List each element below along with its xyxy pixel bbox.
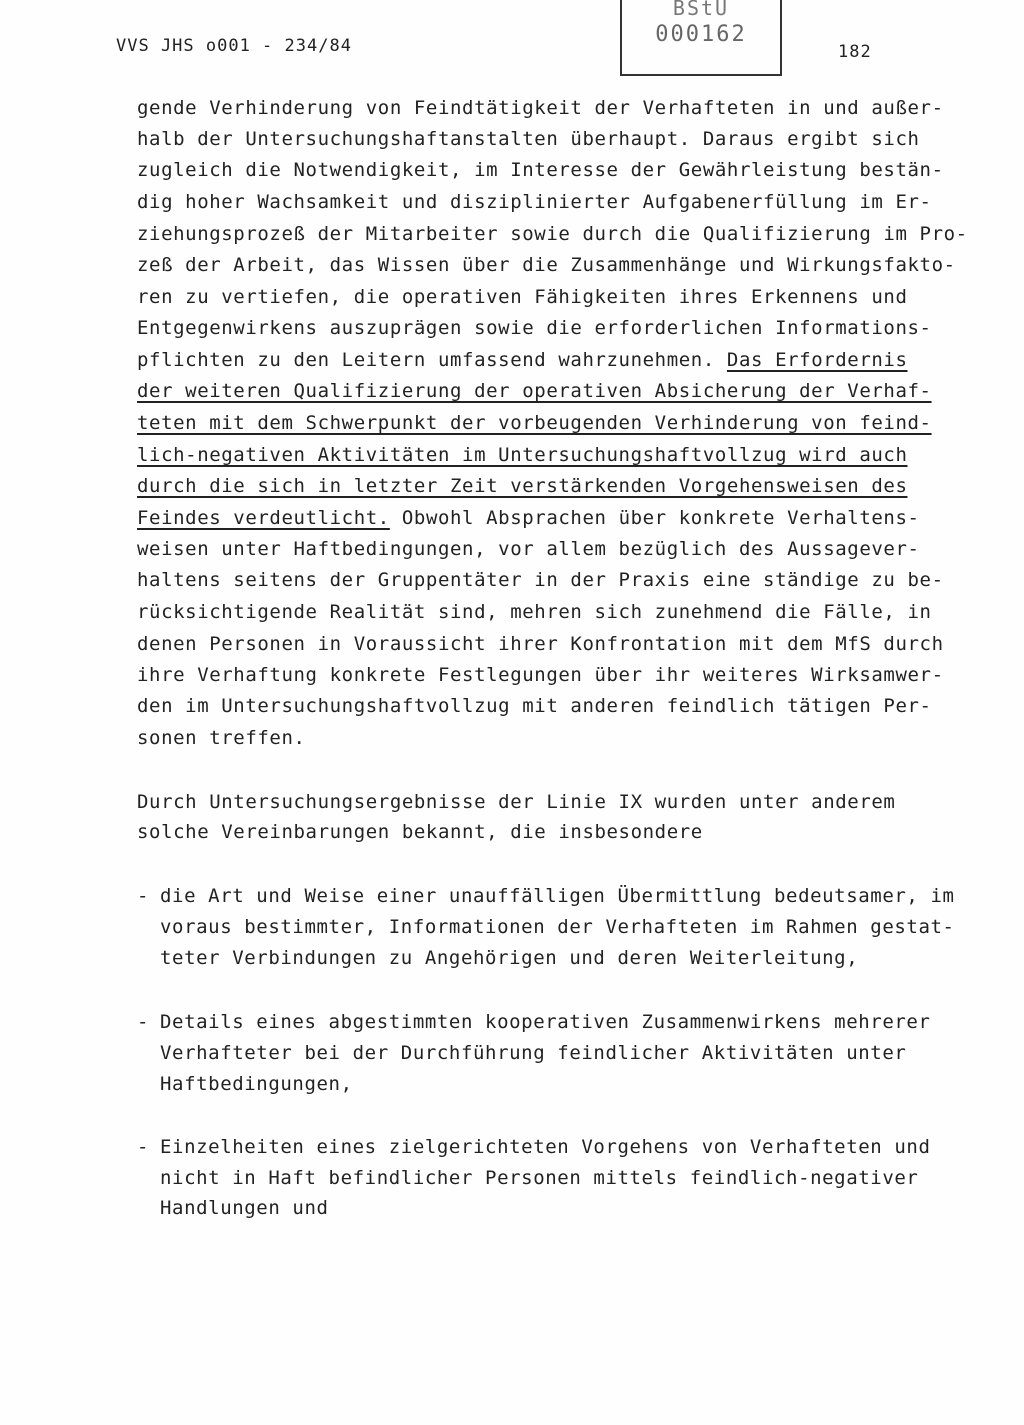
body-line: halb der Untersuchungshaftanstalten überhaupt. Daraus ergibt sich (137, 128, 920, 150)
body-line (137, 348, 908, 372)
body-line: den im Untersuchungshaftvollzug mit anderen feindlich tätigen Per- (137, 695, 932, 717)
list-item-line: teter Verbindungen zu Angehörigen und deren Weiterleitung, (160, 947, 859, 969)
body-line: rücksichtigende Realität sind, mehren sich zunehmend die Fälle, in (137, 601, 932, 623)
list-dash: - (137, 1136, 149, 1158)
list-item-line: Details eines abgestimmten kooperativen Zusammenwirkens mehrerer (160, 1011, 931, 1033)
body-line: zugleich die Notwendigkeit, im Interesse der Gewährleistung bestän- (137, 159, 944, 181)
list-item-line: Verhafteter bei der Durchführung feindlicher Aktivitäten unter (160, 1042, 907, 1064)
list-item-line: die Art und Weise einer unauffälligen Übermittlung bedeutsamer, im (160, 885, 955, 907)
body-line: weisen unter Haftbedingungen, vor allem bezüglich des Aussagever- (137, 538, 920, 560)
body-line: gende Verhinderung von Feindtätigkeit der Verhafteten in und außer- (137, 97, 944, 119)
document-reference: VVS JHS o001 - 234/84 (116, 36, 352, 56)
list-item-line: voraus bestimmter, Informationen der Verhafteten im Rahmen gestat- (160, 916, 955, 938)
body-text: pflichten zu den Leitern umfassend wahrzunehmen. (137, 349, 727, 371)
body-line: solche Vereinbarungen bekannt, die insbesondere (137, 821, 703, 843)
body-line: denen Personen in Voraussicht ihrer Konfrontation mit dem MfS durch (137, 633, 944, 655)
underlined-line: der weiteren Qualifizierung der operativen Absicherung der Verhaf- (137, 380, 932, 402)
stamp-title: BStU (672, 0, 730, 20)
underlined-line: teten mit dem Schwerpunkt der vorbeugenden Verhinderung von feind- (137, 412, 932, 434)
underlined-line: durch die sich in letzter Zeit verstärkenden Vorgehensweisen des (137, 475, 908, 497)
body-text: Obwohl Absprachen über konkrete Verhaltens- (389, 507, 920, 529)
body-line: dig hoher Wachsamkeit und disziplinierter Aufgabenerfüllung im Er- (137, 191, 932, 213)
list-item-line: Einzelheiten eines zielgerichteten Vorgehens von Verhafteten und (160, 1136, 931, 1158)
body-line: sonen treffen. (137, 727, 306, 749)
body-line: ihre Verhaftung konkrete Festlegungen über ihr weiteres Wirksamwer- (137, 664, 944, 686)
body-line: ren zu vertiefen, die operativen Fähigkeiten ihres Erkennens und (137, 286, 908, 308)
body-line (137, 506, 920, 530)
body-line: zeß der Arbeit, das Wissen über die Zusammenhänge und Wirkungsfakto- (137, 254, 956, 276)
list-item-line: nicht in Haft befindlicher Personen mittels feindlich-negativer (160, 1167, 919, 1189)
body-line: haltens seitens der Gruppentäter in der Praxis eine ständige zu be- (137, 569, 944, 591)
body-line: ziehungsprozeß der Mitarbeiter sowie durch die Qualifizierung im Pro- (137, 223, 968, 245)
underlined-text: Das Erfordernis (726, 349, 908, 371)
archive-stamp (620, 0, 782, 76)
body-line: Entgegenwirkens auszuprägen sowie die erforderlichen Informations- (137, 317, 932, 339)
list-dash: - (137, 1011, 149, 1033)
stamp-number: 000162 (655, 22, 747, 47)
list-item-line: Haftbedingungen, (160, 1073, 353, 1095)
page-number: 182 (838, 42, 872, 62)
underlined-text: Feindes verdeutlicht. (137, 507, 390, 529)
list-dash: - (137, 885, 149, 907)
underlined-line: lich-negativen Aktivitäten im Untersuchungshaftvollzug wird auch (137, 444, 908, 466)
body-line: Durch Untersuchungsergebnisse der Linie IX wurden unter anderem (137, 791, 896, 813)
list-item-line: Handlungen und (160, 1197, 329, 1219)
